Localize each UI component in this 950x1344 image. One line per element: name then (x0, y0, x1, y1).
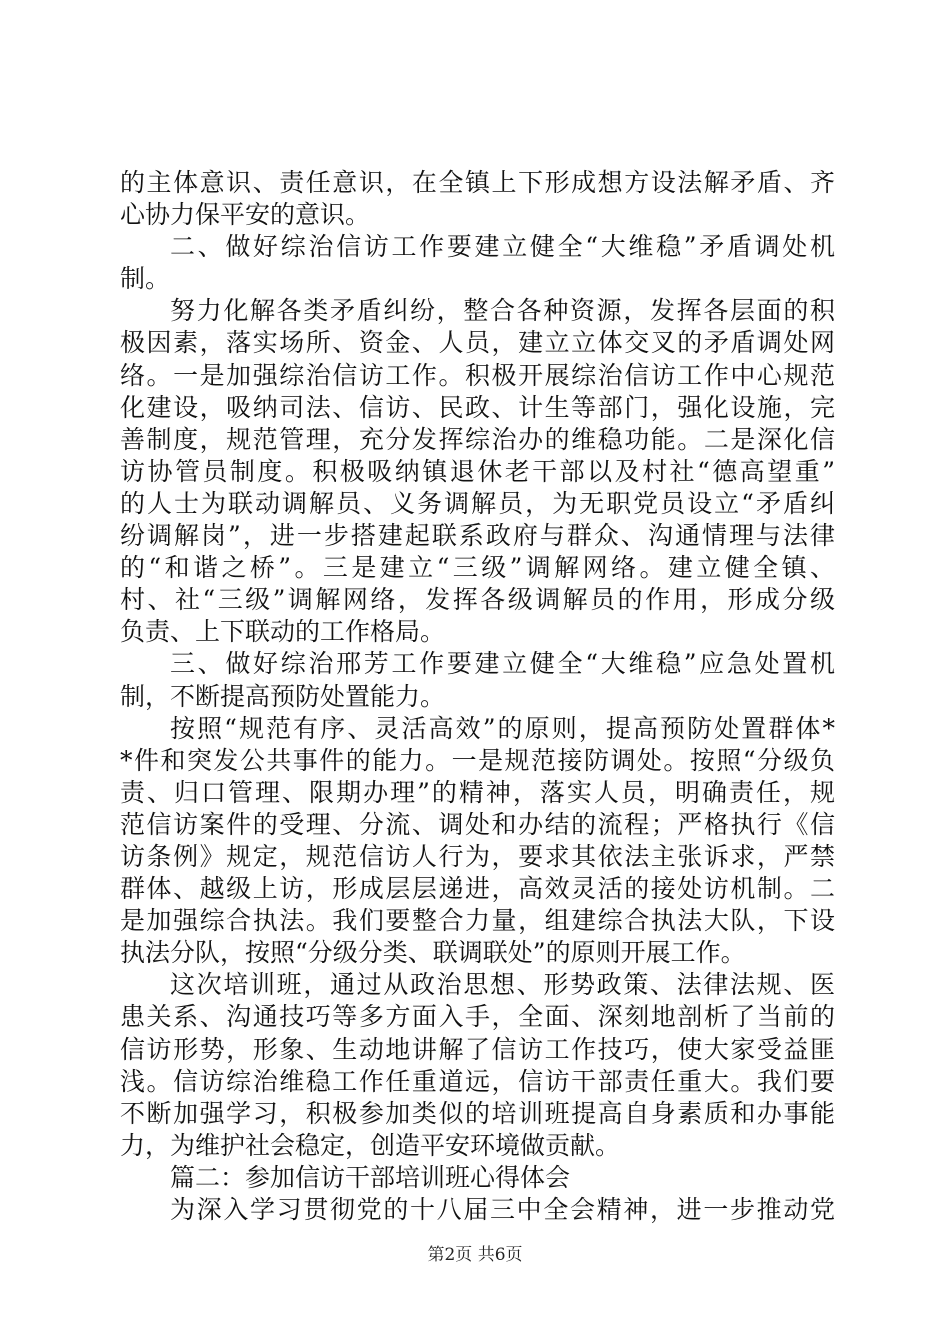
text-line: 村、社“三级”调解网络，发挥各级调解员的作用，形成分级 (120, 585, 835, 615)
section-heading-line: 二、做好综治信访工作要建立健全“大维稳”矛盾调处机 (170, 232, 835, 262)
section-heading-line: 制，不断提高预防处置能力。 (120, 681, 446, 711)
text-line: 浅。信访综治维稳工作任重道远，信访干部责任重大。我们要 (120, 1066, 835, 1096)
text-line: 范信访案件的受理、分流、调处和办结的流程；严格执行《信 (120, 809, 835, 839)
text-line: 不断加强学习，积极参加类似的培训班提高自身素质和办事能 (120, 1098, 835, 1128)
text-line: 为深入学习贯彻党的十八届三中全会精神，进一步推动党 (170, 1195, 835, 1224)
text-line: 患关系、沟通技巧等多方面入手，全面、深刻地剖析了当前的 (120, 1002, 835, 1032)
text-line: 努力化解各类矛盾纠纷，整合各种资源，发挥各层面的积 (170, 296, 835, 326)
text-line: 络。一是加强综治信访工作。积极开展综治信访工作中心规范 (120, 360, 835, 390)
text-line: 按照“规范有序、灵活高效”的原则，提高预防处置群体* (170, 713, 835, 743)
text-line: 群体、越级上访，形成层层递进，高效灵活的接处访机制。二 (120, 874, 835, 904)
text-line: 的主体意识、责任意识，在全镇上下形成想方设法解矛盾、齐 (120, 168, 835, 197)
text-line: 的“和谐之桥”。三是建立“三级”调解网络。建立健全镇、 (120, 553, 835, 583)
text-line: 化建设，吸纳司法、信访、民政、计生等部门，强化设施，完 (120, 392, 835, 422)
article-heading-line: 篇二：参加信访干部培训班心得体会 (170, 1162, 571, 1192)
text-line: 访协管员制度。积极吸纳镇退休老干部以及村社“德高望重” (120, 456, 835, 486)
text-line: *件和突发公共事件的能力。一是规范接防调处。按照“分级负 (120, 745, 835, 775)
text-line: 是加强综合执法。我们要整合力量，组建综合执法大队，下设 (120, 906, 835, 936)
text-line: 极因素，落实场所、资金、人员，建立立体交叉的矛盾调处网 (120, 328, 835, 358)
document-body (120, 167, 835, 1226)
text-line: 负责、上下联动的工作格局。 (120, 617, 446, 647)
section-heading-line: 三、做好综治邢芳工作要建立健全“大维稳”应急处置机 (170, 649, 835, 679)
text-line: 的人士为联动调解员、义务调解员，为无职党员设立“矛盾纠 (120, 488, 835, 518)
section-heading-line: 制。 (120, 264, 171, 294)
text-line: 纷调解岗”，进一步搭建起联系政府与群众、沟通情理与法律 (120, 521, 835, 551)
text-line: 执法分队，按照“分级分类、联调联处”的原则开展工作。 (120, 938, 746, 968)
text-line: 这次培训班，通过从政治思想、形势政策、法律法规、医 (170, 970, 835, 1000)
text-line: 访条例》规定，规范信访人行为，要求其依法主张诉求，严禁 (120, 841, 835, 871)
text-line: 信访形势，形象、生动地讲解了信访工作技巧，使大家受益匪 (120, 1034, 835, 1064)
page-number-footer: 第2页 共6页 (427, 1245, 523, 1265)
text-line: 责、归口管理、限期办理”的精神，落实人员，明确责任，规 (120, 777, 835, 807)
text-line: 力，为维护社会稳定，创造平安环境做贡献。 (120, 1130, 621, 1160)
text-line: 心协力保平安的意识。 (120, 200, 371, 230)
text-line: 善制度，规范管理，充分发挥综治办的维稳功能。二是深化信 (120, 424, 835, 454)
